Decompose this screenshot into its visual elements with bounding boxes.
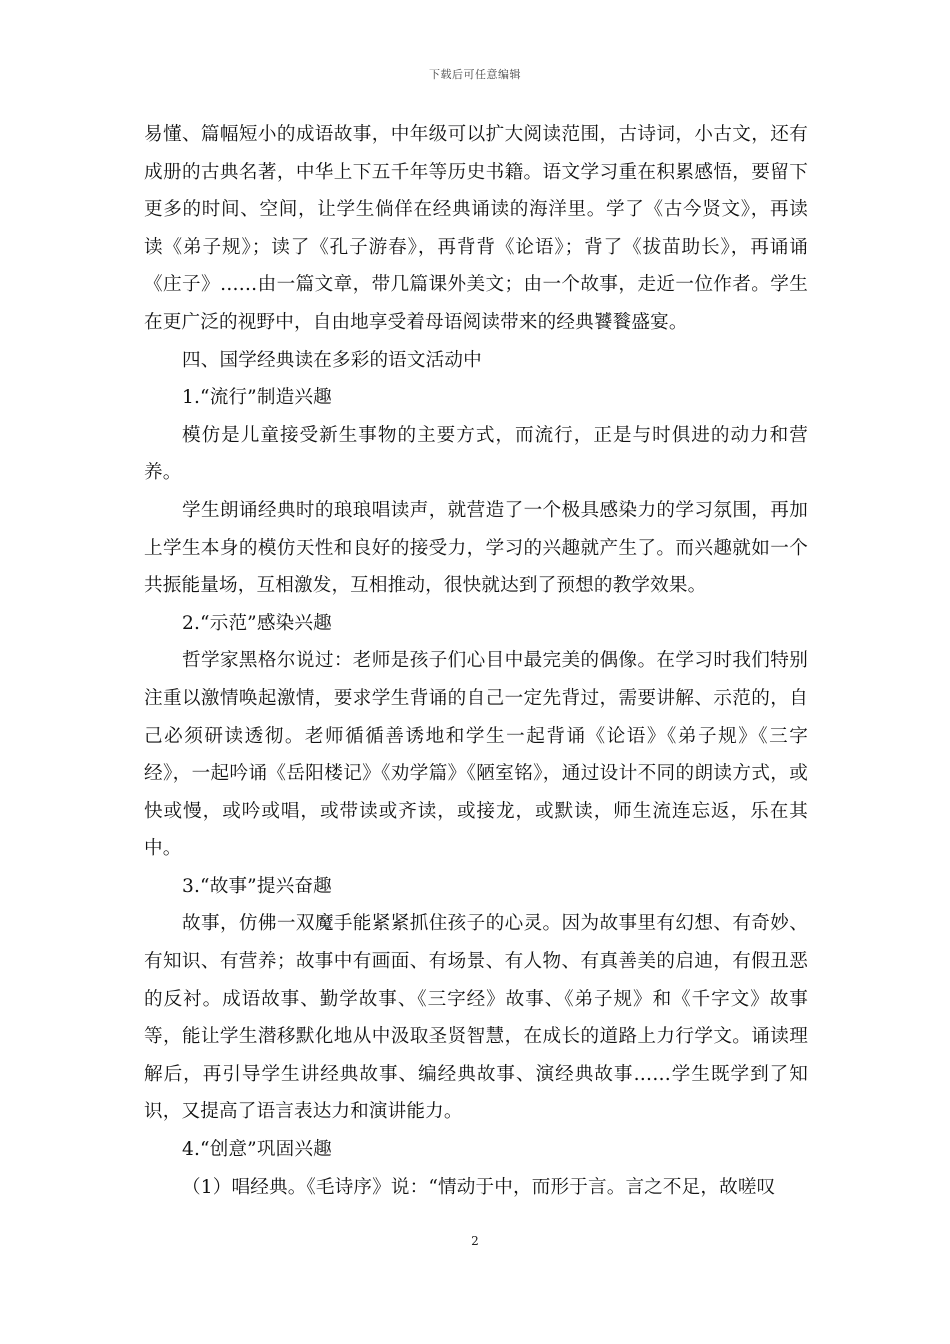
page-header: 下载后可任意编辑 — [429, 68, 521, 81]
paragraph-recitation: 学生朗诵经典时的琅琅唱读声，就营造了一个极具感染力的学习氛围，再加上学生本身的模仿天性和良好的接受力，学习的兴趣就产生了。而兴趣就如一个共振能量场，互相激发，互相推动，很快就达到了预想的教学效果。 — [144, 499, 808, 597]
paragraph-singing: （1）唱经典。《毛诗序》说：“情动于中，而形于言。言之不足，故嗟叹 — [182, 1176, 776, 1198]
subheading-3: 3.“故事”提兴奋趣 — [182, 875, 332, 897]
subheading-4: 4.“创意”巩固兴趣 — [182, 1139, 332, 1161]
paragraph-stories: 故事，仿佛一双魔手能紧紧抓住孩子的心灵。因为故事里有幻想、有奇妙、有知识、有营养；故事中有画面、有场景、有人物、有真善美的启迪，有假丑恶的反衬。成语故事、勤学故事、《三字经》故事、《弟子规》和《千字文》故事等，能让学生潜移默化地从中汲取圣贤智慧，在成长的道路上力行学文。诵读理解后，再引导学生讲经典故事、编经典故事、演经典故事……学生既学到了知识，又提高了语言表达力和演讲能力。 — [144, 913, 808, 1123]
page-number: 2 — [471, 1234, 479, 1248]
section-heading-4: 四、国学经典读在多彩的语文活动中 — [182, 349, 482, 371]
document-body — [144, 116, 808, 1206]
paragraph-continuation: 易懂、篇幅短小的成语故事，中年级可以扩大阅读范围，古诗词，小古文，还有成册的古典名著，中华上下五千年等历史书籍。语文学习重在积累感悟，要留下更多的时间、空间，让学生倘佯在经典诵读的海洋里。学了《古今贤文》，再读读《弟子规》；读了《孔子游春》，再背背《论语》；背了《拔苗助长》，再诵诵《庄子》……由一篇文章，带几篇课外美文；由一个故事，走近一位作者。学生在更广泛的视野中，自由地享受着母语阅读带来的经典饕餮盛宴。 — [144, 124, 808, 333]
subheading-1: 1.“流行”制造兴趣 — [182, 387, 332, 409]
paragraph-imitation: 模仿是儿童接受新生事物的主要方式，而流行，正是与时俱进的动力和营养。 — [144, 424, 808, 484]
subheading-2: 2.“示范”感染兴趣 — [182, 612, 332, 634]
paragraph-hegel: 哲学家黑格尔说过：老师是孩子们心目中最完美的偶像。在学习时我们特别注重以激情唤起激情，要求学生背诵的自己一定先背过，需要讲解、示范的，自己必须研读透彻。老师循循善诱地和学生一起背诵《论语》《弟子规》《三字经》，一起吟诵《岳阳楼记》《劝学篇》《陋室铭》，通过设计不同的朗读方式，或快或慢，或吟或唱，或带读或齐读，或接龙，或默读，师生流连忘返，乐在其中。 — [144, 650, 808, 860]
